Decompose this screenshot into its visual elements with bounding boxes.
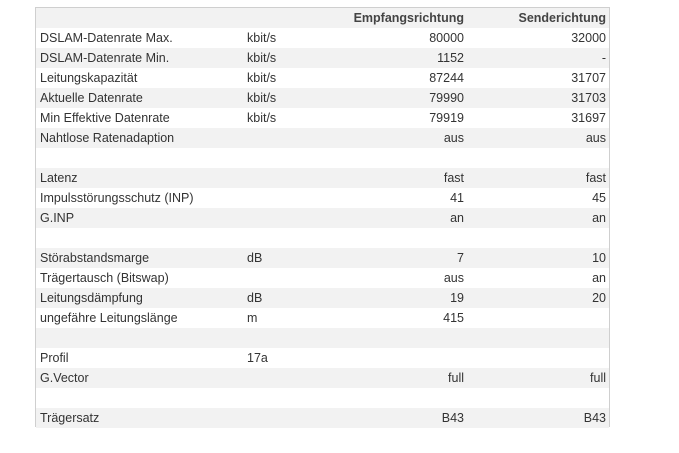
- row-upstream-value: [468, 328, 609, 348]
- dsl-info-table: [36, 8, 609, 428]
- row-unit: dB: [247, 288, 343, 308]
- dsl-info-panel: [35, 7, 610, 427]
- row-downstream-value: 79990: [343, 88, 468, 108]
- row-label: [36, 148, 247, 168]
- table-row: [36, 128, 609, 148]
- row-downstream-value: aus: [443, 271, 464, 285]
- row-unit: kbit/s: [247, 88, 343, 108]
- row-upstream-value: [468, 308, 609, 328]
- row-upstream-value: an: [592, 271, 606, 285]
- row-unit: [247, 408, 343, 428]
- row-unit: 17a: [247, 351, 268, 365]
- row-upstream-value: 31703: [468, 88, 609, 108]
- table-row: [36, 168, 609, 188]
- row-upstream-value: -: [468, 48, 609, 68]
- row-label: ungefähre Leitungslänge: [40, 311, 178, 325]
- table-row: [36, 208, 609, 228]
- table-row: [36, 148, 609, 168]
- row-unit: [247, 128, 343, 148]
- row-upstream-value: [468, 388, 609, 408]
- table-row: [36, 48, 609, 68]
- table-row: [36, 248, 609, 268]
- row-upstream-value: [468, 148, 609, 168]
- row-label: G.Vector: [36, 368, 247, 388]
- row-downstream-value: B43: [343, 408, 468, 428]
- row-upstream-value: 32000: [571, 31, 606, 45]
- table-header-row: [36, 8, 609, 28]
- row-downstream-value: 7: [343, 248, 468, 268]
- row-unit: [247, 328, 343, 348]
- row-downstream-value: fast: [343, 168, 468, 188]
- table-row: [36, 108, 609, 128]
- row-downstream-value: an: [343, 208, 468, 228]
- table-row: [36, 368, 609, 388]
- row-unit: [247, 268, 343, 288]
- row-downstream-value: [343, 388, 468, 408]
- row-unit: [247, 168, 343, 188]
- header-upstream: Senderichtung: [468, 8, 609, 28]
- table-body: [36, 28, 609, 428]
- row-downstream-value: aus: [343, 128, 468, 148]
- row-downstream-value: [343, 228, 468, 248]
- table-row: [36, 348, 609, 368]
- row-unit: [247, 188, 343, 208]
- row-label: Aktuelle Datenrate: [36, 88, 247, 108]
- row-label: Leitungsdämpfung: [36, 288, 247, 308]
- table-row: [36, 28, 609, 48]
- table-row: [36, 328, 609, 348]
- row-unit: kbit/s: [247, 71, 277, 85]
- table-row: [36, 288, 609, 308]
- row-downstream-value: [343, 348, 468, 368]
- row-label: Leitungskapazität: [40, 71, 138, 85]
- row-unit: kbit/s: [247, 111, 277, 125]
- row-label: Nahtlose Ratenadaption: [36, 128, 247, 148]
- row-label: [36, 228, 247, 248]
- row-upstream-value: fast: [468, 168, 609, 188]
- row-label: Störabstandsmarge: [36, 248, 247, 268]
- table-row: [36, 188, 609, 208]
- row-downstream-value: 1152: [343, 48, 468, 68]
- row-downstream-value: full: [343, 368, 468, 388]
- row-unit: [247, 368, 343, 388]
- row-upstream-value: aus: [468, 128, 609, 148]
- row-upstream-value: an: [468, 208, 609, 228]
- row-downstream-value: 87244: [429, 71, 464, 85]
- table-row: [36, 308, 609, 328]
- row-unit: kbit/s: [247, 48, 343, 68]
- row-upstream-value: 10: [468, 248, 609, 268]
- table-row: [36, 268, 609, 288]
- row-downstream-value: 19: [343, 288, 468, 308]
- row-downstream-value: 41: [450, 191, 464, 205]
- row-upstream-value: [468, 228, 609, 248]
- row-label: Profil: [40, 351, 69, 365]
- row-upstream-value: 20: [468, 288, 609, 308]
- table-row: [36, 388, 609, 408]
- table-row: [36, 68, 609, 88]
- row-unit: kbit/s: [247, 31, 277, 45]
- header-label-column: [36, 8, 247, 28]
- row-unit: [247, 388, 343, 408]
- row-unit: [247, 228, 343, 248]
- row-label: [36, 328, 247, 348]
- row-label: DSLAM-Datenrate Min.: [36, 48, 247, 68]
- row-upstream-value: 31707: [571, 71, 606, 85]
- row-upstream-value: full: [468, 368, 609, 388]
- row-unit: dB: [247, 248, 343, 268]
- row-unit: [247, 148, 343, 168]
- header-unit-column: [247, 8, 343, 28]
- row-label: DSLAM-Datenrate Max.: [40, 31, 173, 45]
- row-label: Trägersatz: [36, 408, 247, 428]
- row-upstream-value: 45: [592, 191, 606, 205]
- row-upstream-value: [468, 348, 609, 368]
- row-downstream-value: 415: [443, 311, 464, 325]
- row-unit: m: [247, 311, 258, 325]
- row-label: G.INP: [36, 208, 247, 228]
- table-row: [36, 88, 609, 108]
- row-downstream-value: 80000: [429, 31, 464, 45]
- row-unit: [247, 208, 343, 228]
- row-downstream-value: 79919: [429, 111, 464, 125]
- header-downstream: Empfangsrichtung: [343, 8, 468, 28]
- row-downstream-value: [343, 328, 468, 348]
- table-row: [36, 228, 609, 248]
- row-downstream-value: [343, 148, 468, 168]
- row-label: [36, 388, 247, 408]
- row-label: Latenz: [36, 168, 247, 188]
- row-upstream-value: B43: [468, 408, 609, 428]
- row-upstream-value: 31697: [571, 111, 606, 125]
- row-label: Impulsstörungsschutz (INP): [40, 191, 194, 205]
- row-label: Min Effektive Datenrate: [40, 111, 170, 125]
- table-row: [36, 408, 609, 428]
- row-label: Trägertausch (Bitswap): [40, 271, 169, 285]
